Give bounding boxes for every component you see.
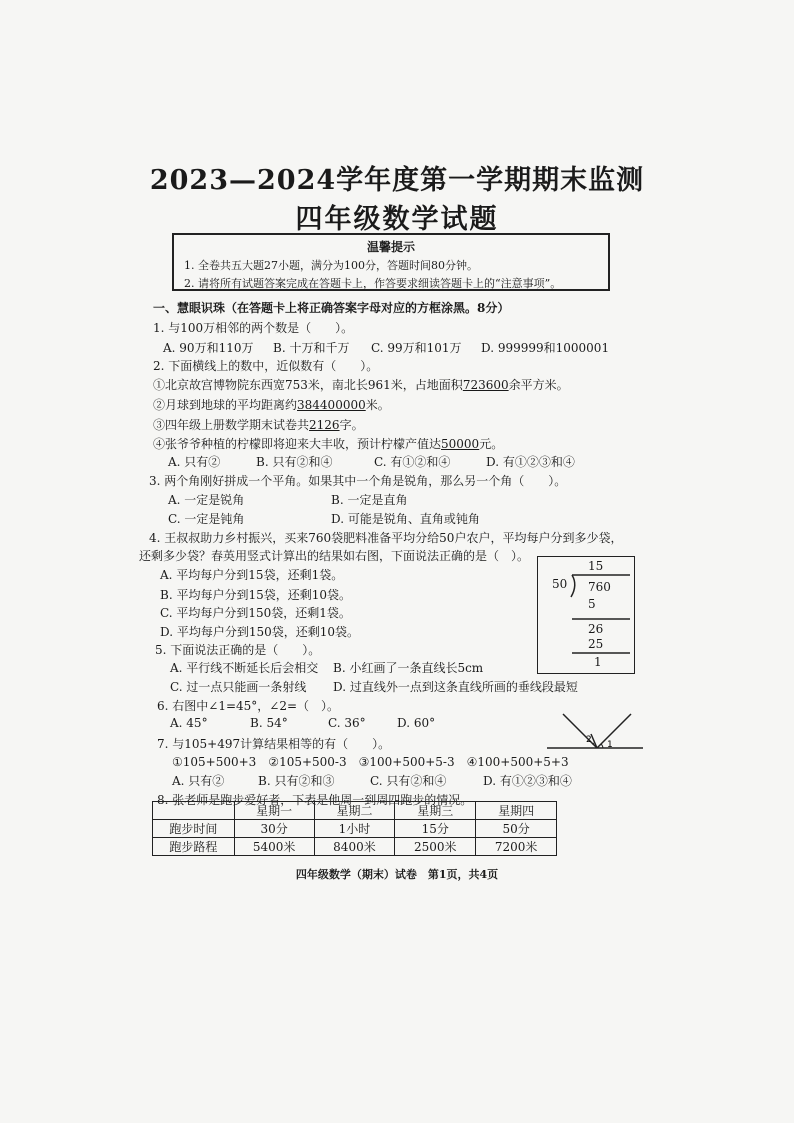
q5-option-c: C. 过一点只能画一条射线 [170,680,307,694]
q7-option-c: C. 只有②和④ [370,774,447,788]
q6-option-a: A. 45° [170,716,208,730]
q6-option-c: C. 36° [328,716,366,730]
q2-item-4-unit: 元。 [479,437,504,451]
q4-stem-line-2: 还剩多少袋？春英用竖式计算出的结果如右图，下面说法正确的是（ ）。 [139,549,530,563]
q4-option-b: B. 平均每户分到15袋，还剩10袋。 [160,588,351,602]
q3-stem: 3. 两个角刚好拼成一个平角。如果其中一个角是锐角，那么另一个角（ ）。 [149,474,567,488]
table-cell: 7200米 [476,838,557,856]
q2-item-3-unit: 字。 [339,418,364,432]
q6-option-b: B. 54° [250,716,288,730]
q2-item-1-text: ①北京故宫博物院东西宽753米，南北长961米，占地面积 [153,378,463,392]
q2-option-d: D. 有①②③和④ [486,455,575,469]
page-footer: 四年级数学（期末）试卷 第1页，共4页 [295,868,499,881]
q7-expressions: ①105+500+3 ②105+500-3 ③100+500+5-3 ④100+500+5+3 [172,755,569,769]
notice-line-2: 2. 请将所有试题答案完成在答题卡上，作答要求细读答题卡上的“注意事项”。 [184,277,562,290]
notice-box [172,233,610,291]
q3-option-a: A. 一定是锐角 [168,493,245,507]
q4-option-c: C. 平均每户分到150袋，还剩1袋。 [160,606,351,620]
q2-stem: 2. 下面横线上的数中，近似数有（ ）。 [153,359,379,373]
q1-option-c: C. 99万和101万 [371,341,462,355]
q2-item-3-number: 2126 [309,418,340,432]
q7-option-d: D. 有①②③和④ [483,774,572,788]
table-cell: 跑步时间 [153,820,235,838]
table-header-cell: 星期四 [476,802,557,820]
division-remainder: 1 [594,655,602,669]
q8-stem: 8. 张老师是跑步爱好者，下表是他周一到周四跑步的情况。 [157,793,473,807]
division-step-3: 25 [588,637,604,651]
q3-option-b: B. 一定是直角 [331,493,408,507]
q6-stem: 6. 右图中∠1=45°，∠2=（ ）。 [157,699,340,713]
q2-option-c: C. 有①②和④ [374,455,451,469]
division-dividend: 760 [588,580,611,594]
q5-option-b: B. 小红画了一条直线长5cm [333,661,484,675]
q2-item-4-text: ④张爷爷种植的柠檬即将迎来大丰收，预计柠檬产值达 [153,437,442,451]
table-header-row [153,802,557,820]
table-cell: 2500米 [395,838,476,856]
table-header-cell: 星期三 [395,802,476,820]
long-division-lines [538,557,633,672]
q6-option-d: D. 60° [397,716,436,730]
q2-item-3 [153,416,364,433]
q7-option-b: B. 只有②和③ [258,774,335,788]
table-cell: 跑步路程 [153,838,235,856]
table-row [153,838,557,856]
table-cell: 5400米 [234,838,314,856]
q2-item-3-text: ③四年级上册数学期末试卷共 [153,418,310,432]
q5-option-a: A. 平行线不断延长后会相交 [170,661,319,675]
q7-option-a: A. 只有② [172,774,225,788]
q1-option-b: B. 十万和千万 [273,341,350,355]
running-table [152,801,557,856]
division-step-2: 26 [588,622,604,636]
angle-2-label: 2 [586,735,592,745]
q5-option-d: D. 过直线外一点到这条直线所画的垂线段最短 [333,680,578,694]
notice-line-1: 1. 全卷共五大题27小题，满分为100分，答题时间80分钟。 [184,259,478,272]
q4-option-d: D. 平均每户分到150袋，还剩10袋。 [160,625,359,639]
table-cell: 1小时 [314,820,395,838]
table-row [153,820,557,838]
q2-item-2-number: 384400000 [297,398,366,412]
q4-option-a: A. 平均每户分到15袋，还剩1袋。 [160,568,344,582]
q2-item-2-unit: 米。 [365,398,390,412]
table-cell: 15分 [395,820,476,838]
q1-stem: 1. 与100万相邻的两个数是（ ）。 [153,321,354,335]
q2-item-2 [153,396,390,413]
division-step-1: 5 [588,597,596,611]
q2-option-b: B. 只有②和④ [256,455,333,469]
q3-option-d: D. 可能是锐角、直角或钝角 [331,512,480,526]
q1-option-d: D. 999999和1000001 [481,341,610,355]
section-1-heading: 一、慧眼识珠（在答题卡上将正确答案字母对应的方框涂黑。8分） [153,301,510,315]
q2-option-a: A. 只有② [168,455,221,469]
angle-1-label: 1 [607,740,613,750]
division-quotient: 15 [588,559,604,573]
table-cell: 8400米 [314,838,395,856]
q2-item-4-number: 50000 [441,437,480,451]
table-cell: 30分 [234,820,314,838]
q1-option-a: A. 90万和110万 [163,341,254,355]
table-header-cell [153,802,235,820]
notice-title: 温馨提示 [366,240,415,254]
exam-subtitle: 四年级数学试题 [295,204,499,235]
table-header-cell: 星期二 [314,802,395,820]
q2-item-1 [153,376,569,393]
exam-title: 2023—2024学年度第一学期期末监测 [149,165,645,196]
table-header-cell: 星期一 [234,802,314,820]
q2-item-2-text: ②月球到地球的平均距离约 [153,398,298,412]
table-cell: 50分 [476,820,557,838]
q2-item-1-number: 723600 [462,378,509,392]
long-division-figure [537,556,635,674]
q3-option-c: C. 一定是钝角 [168,512,245,526]
q2-item-4 [153,435,503,452]
q7-stem: 7. 与105+497计算结果相等的有（ ）。 [157,737,391,751]
q4-stem-line-1: 4. 王叔叔助力乡村振兴，买来760袋肥料准备平均分给50户农户，平均每户分到多少袋， [149,531,623,545]
angle-figure [545,708,645,756]
q5-stem: 5. 下面说法正确的是（ ）。 [155,643,321,657]
division-divisor: 50 [552,577,568,591]
q2-item-1-unit: 余平方米。 [508,378,569,392]
